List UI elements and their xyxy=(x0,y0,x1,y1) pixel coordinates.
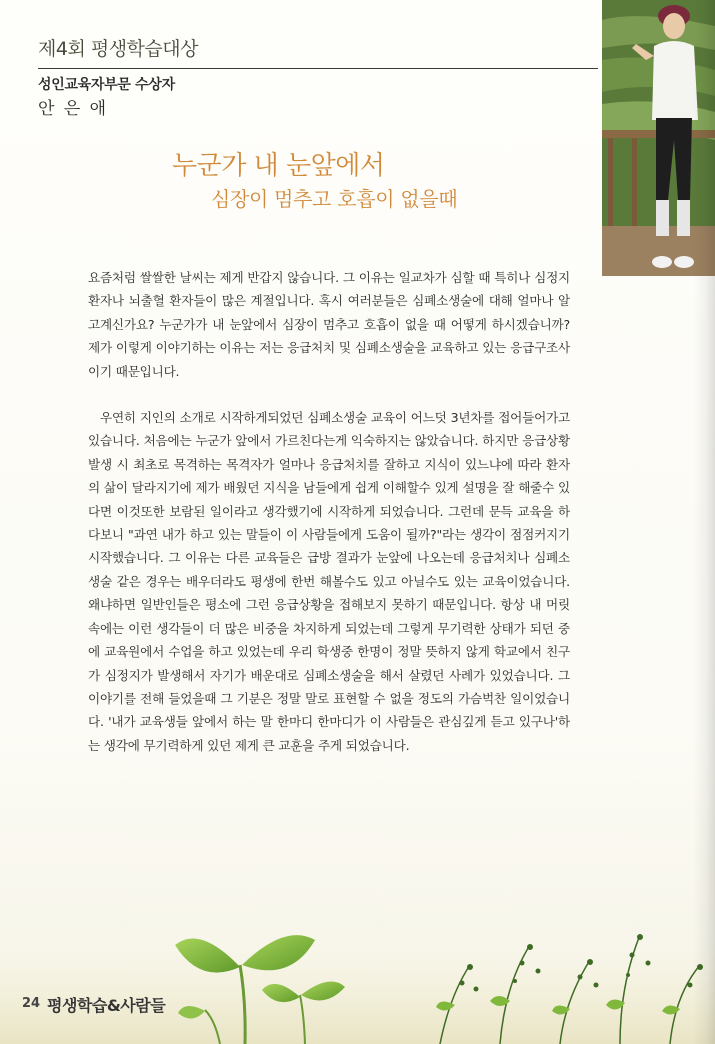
body-paragraph-1: 요즘처럼 쌀쌀한 날씨는 제게 반갑지 않습니다. 그 이유는 일교차가 심할 때 특히나 심정지 환자나 뇌출혈 환자들이 많은 계절입니다. 혹시 여러분들은 심폐소생술에 대해 얼마나 알고계신가요? 누군가가 내 눈앞에서 심장이 멈추고 호흡이 없을 때 어떻게 하시겠습니까? 제가 이렇게 이야기하는 이유는 저는 응급처치 및 심폐소생술을 교육하고 있는 응급구조사이기 때문입니다. xyxy=(88,270,570,379)
article-body xyxy=(88,266,570,780)
magazine-title: 평생학습&사람들 xyxy=(47,996,166,1015)
headline-line-1: 누군가 내 눈앞에서 xyxy=(172,151,385,181)
article-header xyxy=(38,34,598,119)
section-title: 제4회 평생학습대상 xyxy=(38,38,198,60)
body-paragraph-2: 우연히 지인의 소개로 시작하게되었던 심폐소생술 교육이 어느덧 3년차를 접어들어가고 있습니다. 처음에는 누군가 앞에서 가르친다는게 익숙하지는 않았습니다. 하지만 응급상황발생 시 최초로 목격하는 목격자가 얼마나 응급처치를 잘하고 지식이 있느냐에 따라 환자의 삶이 달라지기에 제가 배웠던 지식을 남들에게 쉽게 이해할수 있게 설명을 잘 해줄수 있다면 이것또한 보람된 일이라고 생각했기에 시작하게 되었습니다. 그런데 문득 교육을 하다보니 "과연 내가 하고 있는 말들이 이 사람들에게 도움이 될까?"라는 생각이 점점커지기 시작했습니다. 그 이유는 다른 교육들은 급방 결과가 눈앞에 나오는데 응급처치나 심폐소생술 같은 경우는 배우더라도 평생에 한번 해볼수도 있고 아닐수도 있는 교육이었습니다. 왜냐하면 일반인들은 평소에 그런 응급상황을 접해보지 못하기 때문입니다. 항상 내 머릿속에는 이런 생각들이 더 많은 비중을 차지하게 되었는데 그렇게 무기력한 상태가 되던 중에 교육원에서 수업을 하고 있었는데 우리 학생중 한명이 정말 뜻하지 않게 학교에서 친구가 심정지가 발생해서 자기가 배운대로 심폐소생술을 해서 살렸던 사례가 있었습니다. 그 이야기를 전해 들었을때 그 기분은 정말 말로 표현할 수 없을 정도의 가슴벅찬 일이었습니다. '내가 교육생들 앞에서 하는 말 한마디 한마디가 이 사람들은 관심깊게 듣고 있구나'하는 생각에 무기력하게 있던 제게 큰 교훈을 주게 되었습니다. xyxy=(88,410,570,753)
header-rule xyxy=(38,68,598,69)
page-binding-shadow xyxy=(693,0,715,1044)
decorative-plants xyxy=(0,905,715,1044)
headline-line-2: 심장이 멈추고 호흡이 없을때 xyxy=(211,187,458,211)
page-number: 24 xyxy=(22,996,41,1011)
author-name: 안 은 애 xyxy=(38,99,109,119)
award-category: 성인교육자부문 수상자 xyxy=(38,77,175,93)
page-footer xyxy=(0,990,715,1020)
